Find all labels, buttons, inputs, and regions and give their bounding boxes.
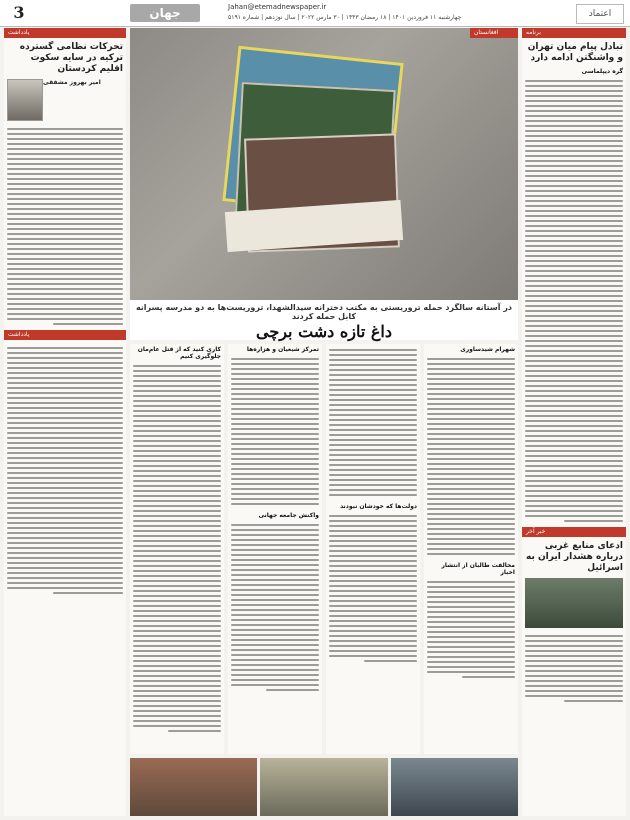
author-avatar <box>7 79 43 121</box>
right-tag-2: خبر آخر <box>522 527 626 537</box>
middle-section <box>130 28 518 816</box>
right-subhead: گره دیپلماسی <box>581 68 623 75</box>
photo-bottom-1 <box>130 758 257 816</box>
books-illustration <box>220 46 420 266</box>
bottom-photos <box>130 758 518 816</box>
right-body <box>522 75 626 527</box>
subhead-2: کاری کنید که از قتل عام‌مان جلوگیری کنیم <box>137 346 221 360</box>
site-email[interactable]: Jahan@etemadnewspaper.ir <box>228 3 327 11</box>
left-tag-2: یادداشت <box>4 330 126 340</box>
caption-title: داغ تازه دشت برچی <box>255 322 392 341</box>
article-col-2 <box>228 344 322 754</box>
byline: شهرام شیدساوری <box>460 346 515 353</box>
article-col-3 <box>326 344 420 754</box>
subhead-3: واکنش جامعه جهانی <box>258 512 319 519</box>
photo-caption <box>130 300 518 340</box>
newspaper-logo: اعتماد <box>576 4 624 24</box>
page-number: 3 <box>13 3 25 22</box>
right-column <box>522 28 626 816</box>
right-headline: تبادل پیام میان تهران و واشنگتن ادامه دارد <box>527 42 623 63</box>
author-name: امیر بهروز مشفقی <box>43 79 101 86</box>
left-tag: یادداشت <box>4 28 126 38</box>
caption-line: در آستانه سالگرد حمله تروریستی به مکتب دخترانه سیدالشهدا، تروریست‌ها به دو مدرسه پسرانه کابل حمله کردند <box>135 303 513 321</box>
dateline: چهارشنبه ۱۱ فروردین ۱۴۰۱ | ۱۸ رمضان ۱۴۴۳ | ۳۰ مارس ۲۰۲۲ | سال نوزدهم | شماره ۵۱۹۱ <box>228 14 462 21</box>
subhead-6: مخالفت طالبان از انتشار اخبار <box>441 562 515 576</box>
right-body-2 <box>522 630 626 707</box>
photo-bottom-3 <box>391 758 518 816</box>
author-box <box>4 77 126 123</box>
main-photo <box>130 28 518 300</box>
right-tag: برنامه <box>522 28 626 38</box>
middle-tag: افغانستان <box>470 28 518 38</box>
article-col-4 <box>424 344 518 754</box>
subhead-4: دولت‌ها که خودشان نبودند <box>340 503 417 510</box>
article-body <box>130 344 518 754</box>
left-headline: تحرکات نظامی گسترده ترکیه در سایه سکوت اقلیم کردستان <box>19 42 123 74</box>
right-headline-2: ادعای منابع غربی درباره هشدار ایران به اسرائیل <box>526 541 623 573</box>
left-column <box>4 28 126 816</box>
section-title: جهان <box>130 4 200 22</box>
left-body-2 <box>4 342 126 599</box>
right-photo <box>525 578 623 628</box>
article-col-1 <box>130 344 224 754</box>
page-header <box>0 0 630 27</box>
subhead-1: تمرکز شیعیان و هزاره‌ها <box>246 346 319 353</box>
photo-bottom-2 <box>260 758 387 816</box>
left-body-1 <box>4 123 126 330</box>
